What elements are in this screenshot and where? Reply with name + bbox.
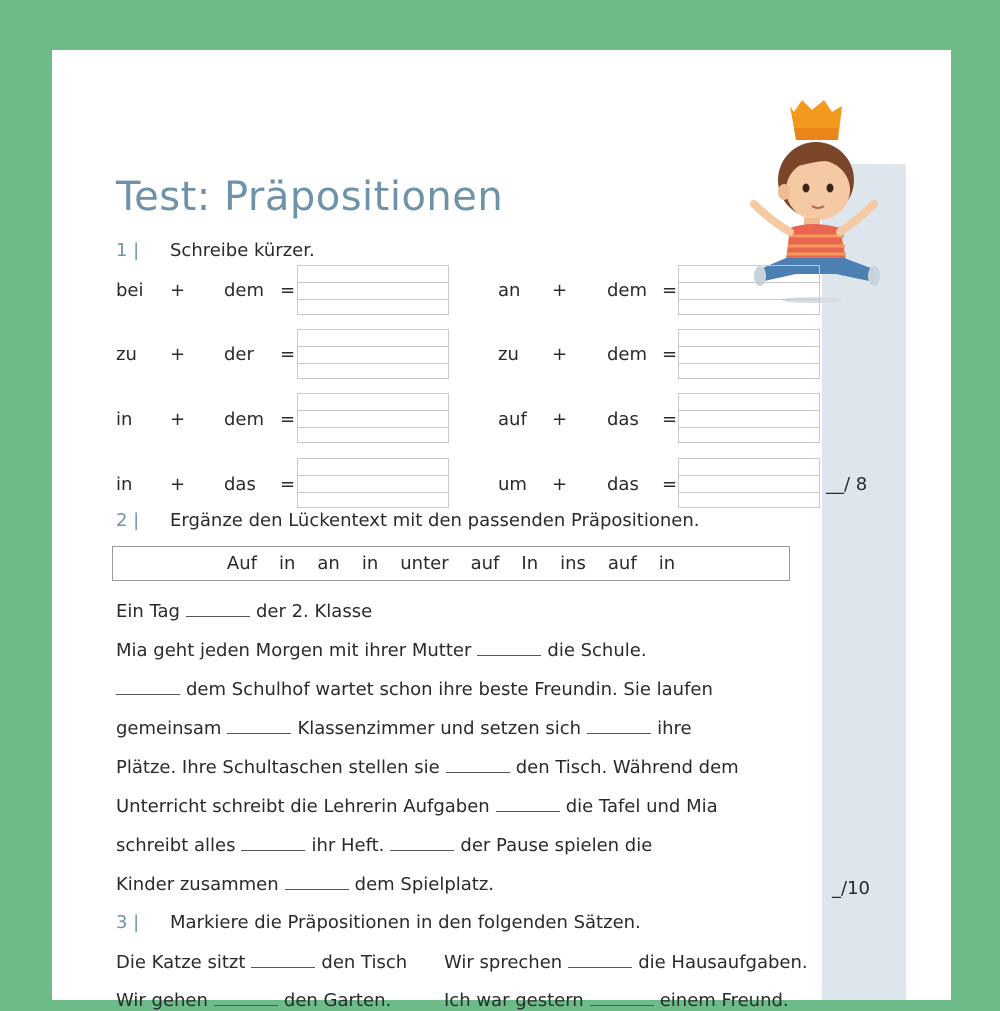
plus-sign: + <box>552 280 568 301</box>
word-bank-item: ins <box>560 553 586 574</box>
word-bank-item: unter <box>400 553 449 574</box>
text-fragment: Wir sprechen <box>444 952 563 973</box>
text-fragment: Plätze. Ihre Schultaschen stellen sie <box>116 757 440 778</box>
word: der <box>224 344 254 365</box>
task-1-score: __/ 8 <box>826 474 868 495</box>
text-fragment: ihr Heft. <box>311 835 385 856</box>
task-2-score: _/10 <box>832 878 870 899</box>
word-bank-item: Auf <box>226 553 257 574</box>
answer-box[interactable] <box>297 458 449 508</box>
word-bank-item: auf <box>470 553 500 574</box>
answer-box[interactable] <box>678 265 820 315</box>
cloze-line <box>116 757 739 778</box>
answer-box[interactable] <box>297 329 449 379</box>
blank[interactable] <box>587 719 651 734</box>
equals-sign: = <box>280 409 296 430</box>
text-fragment: die Tafel und Mia <box>565 796 718 817</box>
word: an <box>498 280 521 301</box>
answer-box[interactable] <box>678 458 820 508</box>
equals-sign: = <box>662 474 678 495</box>
blank[interactable] <box>186 602 250 617</box>
cloze-line <box>116 718 692 739</box>
sentence <box>444 952 808 973</box>
cloze-line <box>116 874 494 895</box>
word: das <box>607 474 639 495</box>
text-fragment: Kinder zusammen <box>116 874 279 895</box>
blank[interactable] <box>241 836 305 851</box>
task-2-instruction: Ergänze den Lückentext mit den passenden Präpositionen. <box>170 510 700 531</box>
equals-sign: = <box>662 280 678 301</box>
text-fragment: Ein Tag <box>116 601 180 622</box>
word-bank-item: in <box>361 553 379 574</box>
plus-sign: + <box>170 280 186 301</box>
cloze-line <box>116 679 713 700</box>
word: bei <box>116 280 144 301</box>
equals-sign: = <box>280 280 296 301</box>
blank[interactable] <box>116 680 180 695</box>
blank[interactable] <box>285 875 349 890</box>
text-fragment: Mia geht jeden Morgen mit ihrer Mutter <box>116 640 472 661</box>
text-fragment: den Tisch <box>321 952 408 973</box>
cloze-line <box>116 601 372 622</box>
answer-box[interactable] <box>678 393 820 443</box>
text-fragment: dem Schulhof wartet schon ihre beste Freundin. Sie laufen <box>186 679 713 700</box>
plus-sign: + <box>552 474 568 495</box>
task-1-number: 1 | <box>116 240 140 261</box>
plus-sign: + <box>552 344 568 365</box>
word: zu <box>116 344 137 365</box>
task-3-number: 3 | <box>116 912 140 933</box>
text-fragment: der Pause spielen die <box>460 835 653 856</box>
word: das <box>607 409 639 430</box>
word-bank-item: in <box>278 553 296 574</box>
sentence <box>116 990 391 1011</box>
equals-sign: = <box>662 344 678 365</box>
blank[interactable] <box>214 991 278 1006</box>
answer-box[interactable] <box>297 393 449 443</box>
cloze-line <box>116 835 652 856</box>
plus-sign: + <box>170 474 186 495</box>
text-fragment: dem Spielplatz. <box>354 874 495 895</box>
word: das <box>224 474 256 495</box>
blank[interactable] <box>590 991 654 1006</box>
word: in <box>116 409 133 430</box>
text-fragment: Klassenzimmer und setzen sich <box>297 718 582 739</box>
blank[interactable] <box>496 797 560 812</box>
blank[interactable] <box>227 719 291 734</box>
word: auf <box>498 409 527 430</box>
task-2-number: 2 | <box>116 510 140 531</box>
blank[interactable] <box>390 836 454 851</box>
task-2-heading <box>116 510 699 536</box>
answer-box[interactable] <box>678 329 820 379</box>
word-bank-item: In <box>521 553 539 574</box>
text-fragment: den Tisch. Während dem <box>515 757 739 778</box>
sentence <box>444 990 789 1011</box>
word: zu <box>498 344 519 365</box>
text-fragment: Die Katze sitzt <box>116 952 246 973</box>
text-fragment: der 2. Klasse <box>255 601 373 622</box>
sentence <box>116 952 407 973</box>
cloze-line <box>116 796 718 817</box>
text-fragment: Wir gehen <box>116 990 208 1011</box>
word-bank-item: in <box>658 553 676 574</box>
word: dem <box>224 409 265 430</box>
word-bank-item: auf <box>607 553 637 574</box>
plus-sign: + <box>552 409 568 430</box>
cloze-line <box>116 640 647 661</box>
page-title: Test: Präpositionen <box>116 174 504 220</box>
answer-box[interactable] <box>297 265 449 315</box>
plus-sign: + <box>170 344 186 365</box>
word: dem <box>607 344 648 365</box>
text-fragment: Unterricht schreibt die Lehrerin Aufgaben <box>116 796 490 817</box>
word: um <box>498 474 527 495</box>
task-3-instruction: Markiere die Präpositionen in den folgenden Sätzen. <box>170 912 641 933</box>
blank[interactable] <box>251 953 315 968</box>
blank[interactable] <box>446 758 510 773</box>
task-3-heading <box>116 912 641 938</box>
worksheet <box>52 50 951 1011</box>
text-fragment: schreibt alles <box>116 835 236 856</box>
equals-sign: = <box>662 409 678 430</box>
word-bank-item: an <box>317 553 340 574</box>
word: in <box>116 474 133 495</box>
word-bank <box>112 546 790 581</box>
text-fragment: ihre <box>657 718 692 739</box>
plus-sign: + <box>170 409 186 430</box>
text-fragment: die Schule. <box>547 640 647 661</box>
blank[interactable] <box>568 953 632 968</box>
word: dem <box>607 280 648 301</box>
equals-sign: = <box>280 474 296 495</box>
text-fragment: Ich war gestern <box>444 990 584 1011</box>
text-fragment: gemeinsam <box>116 718 222 739</box>
word: dem <box>224 280 265 301</box>
text-fragment: einem Freund. <box>659 990 789 1011</box>
text-fragment: die Hausaufgaben. <box>638 952 808 973</box>
equals-sign: = <box>280 344 296 365</box>
blank[interactable] <box>477 641 541 656</box>
text-fragment: den Garten. <box>283 990 392 1011</box>
task-1-heading <box>116 240 315 266</box>
task-1-instruction: Schreibe kürzer. <box>170 240 315 261</box>
